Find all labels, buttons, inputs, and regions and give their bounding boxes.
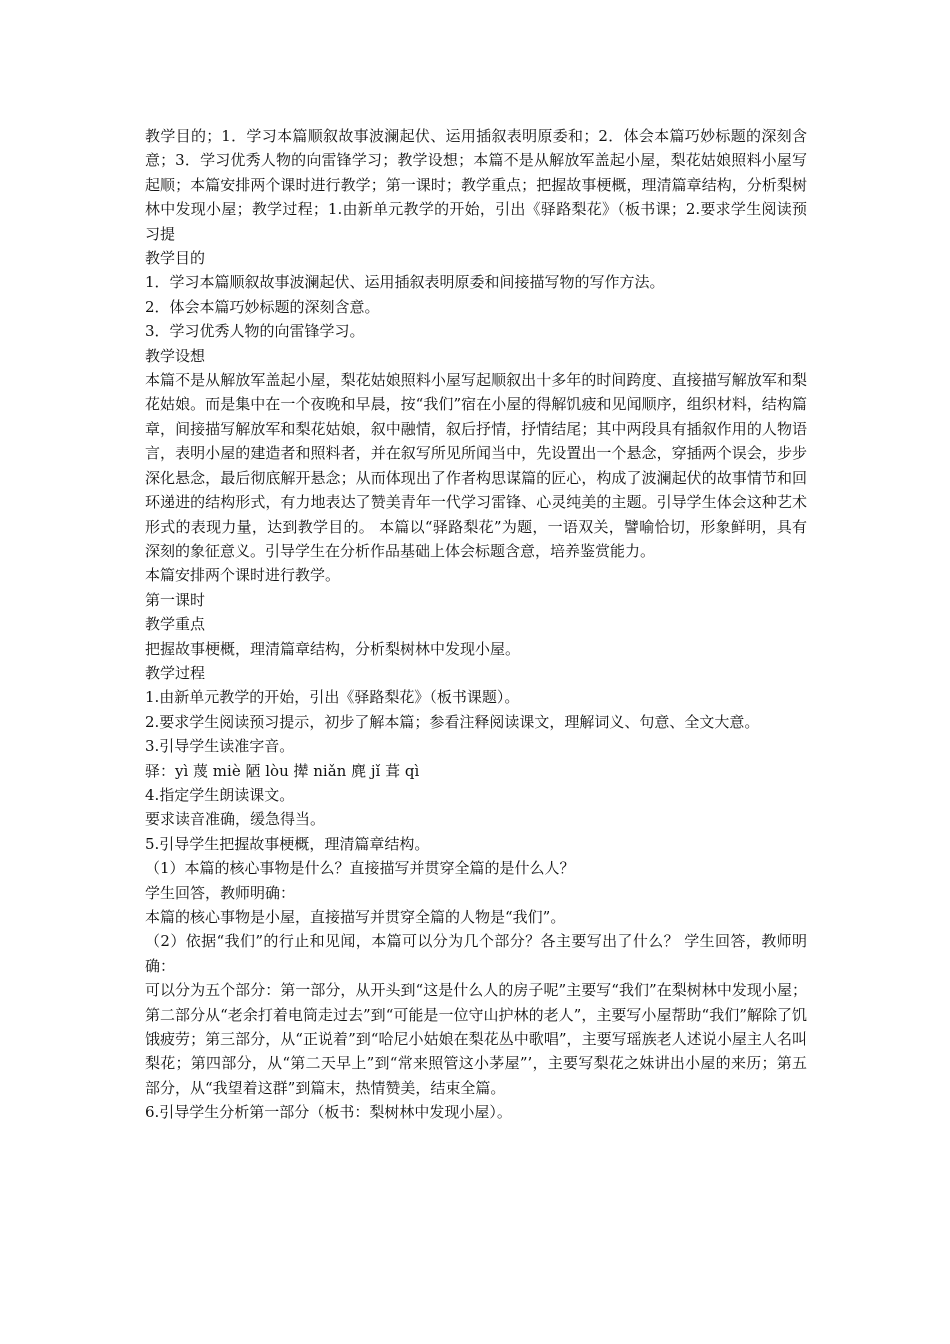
- process-step-6: 6.引导学生分析第一部分（板书：梨树林中发现小屋）。: [145, 1103, 512, 1122]
- question-1: （1）本篇的核心事物是什么？直接描写并贯穿全篇的是什么人？: [145, 859, 575, 878]
- process-step-3: 3.引导学生读准字音。: [145, 737, 295, 756]
- process-step-4: 4.指定学生朗读课文。: [145, 785, 295, 804]
- design-paragraph: 本篇不是从解放军盖起小屋，梨花姑娘照料小屋写起顺叙出十多年的时间跨度、直接描写解放军和梨花姑娘。而是集中在一个夜晚和早晨，按“我们”宿在小屋的得解饥疲和见闻顺序，组织材料，结构篇章，间接描写解放军和梨花姑娘，叙中融情，叙后抒情，抒情结尾；其中两段具有插叙作用的人物语言，表明小屋的建造者和照料者，并在叙写所见所闻当中，先设置出一个悬念，穿插两个误会，步步深化悬念，最后彻底解开悬念；从而体现出了作者构思谋篇的匠心，构成了波澜起伏的故事情节和回环递进的结构形式，有力地表达了赞美青年一代学习雷锋、心灵纯美的主题。引导学生体会这种艺术形式的表现力量，达到教学目的。 本篇以“驿路梨花”为题，一语双关，譬喻恰切，形象鲜明，具有深刻的象征意义。引导学生在分析作品基础上体会标题含意，培养鉴赏能力。: [145, 371, 807, 560]
- section-heading-objectives: 教学目的: [145, 249, 206, 268]
- section-heading-process: 教学过程: [145, 663, 206, 682]
- process-step-5: 5.引导学生把握故事梗概，理清篇章结构。: [145, 834, 430, 853]
- objective-item-1: 1．学习本篇顺叙故事波澜起伏、运用插叙表明原委和间接描写物的写作方法。: [145, 273, 665, 292]
- process-step-2: 2.要求学生阅读预习提示，初步了解本篇；参看注释阅读课文，理解词义、句意、全文大意。: [145, 712, 760, 731]
- answer-1: 本篇的核心事物是小屋，直接描写并贯穿全篇的人物是“我们”。: [145, 908, 566, 926]
- pronunciation-line: 驿：yì 蔑 miè 陋 lòu 撵 niǎn 麂 jǐ 葺 qì: [145, 761, 420, 780]
- summary-paragraph: 教学目的；1．学习本篇顺叙故事波澜起伏、运用插叙表明原委和；2．体会本篇巧妙标题的深刻含意；3．学习优秀人物的向雷锋学习；教学设想；本篇不是从解放军盖起小屋，梨花姑娘照料小屋写起顺；本篇安排两个课时进行教学；第一课时；教学重点；把握故事梗概，理清篇章结构，分析梨树林中发现小屋；教学过程；1.由新单元教学的开始，引出《驿路梨花》（板书课；2.要求学生阅读预习提: [145, 127, 807, 243]
- objective-item-3: 3．学习优秀人物的向雷锋学习。: [145, 322, 365, 341]
- key-points-paragraph: 把握故事梗概，理清篇章结构，分析梨树林中发现小屋。: [145, 639, 521, 658]
- schedule-paragraph: 本篇安排两个课时进行教学。: [145, 566, 341, 585]
- answer-2: 可以分为五个部分：第一部分，从开头到“这是什么人的房子呢”主要写“我们”在梨树林中发现小屋；第二部分从“老余打着电筒走过去”到“可能是一位守山护林的老人”，主要写小屋帮助“我们”解除了饥饿疲劳；第三部分，从“正说着”到“哈尼小姑娘在梨花丛中歌唱”，主要写瑶族老人述说小屋主人名叫梨花；第四部分，从“第二天早上”到“常来照管这小茅屋”’，主要写梨花之妹讲出小屋的来历；第五部分，从“我望着这群”到篇末，热情赞美，结束全篇。: [145, 981, 807, 1097]
- objective-item-2: 2．体会本篇巧妙标题的深刻含意。: [145, 297, 380, 316]
- section-heading-key-points: 教学重点: [145, 615, 206, 634]
- teacher-note-1: 学生回答，教师明确：: [145, 883, 296, 902]
- question-2: （2）依据“我们”的行止和见闻，本篇可以分为几个部分？各主要写出了什么？ 学生回答，教师明确：: [145, 932, 807, 975]
- section-heading-first-lesson: 第一课时: [145, 590, 206, 609]
- document-page: [145, 124, 807, 1125]
- section-heading-design: 教学设想: [145, 346, 206, 365]
- reading-requirement: 要求读音准确，缓急得当。: [145, 810, 326, 829]
- process-step-1: 1.由新单元教学的开始，引出《驿路梨花》（板书课题）。: [145, 688, 520, 707]
